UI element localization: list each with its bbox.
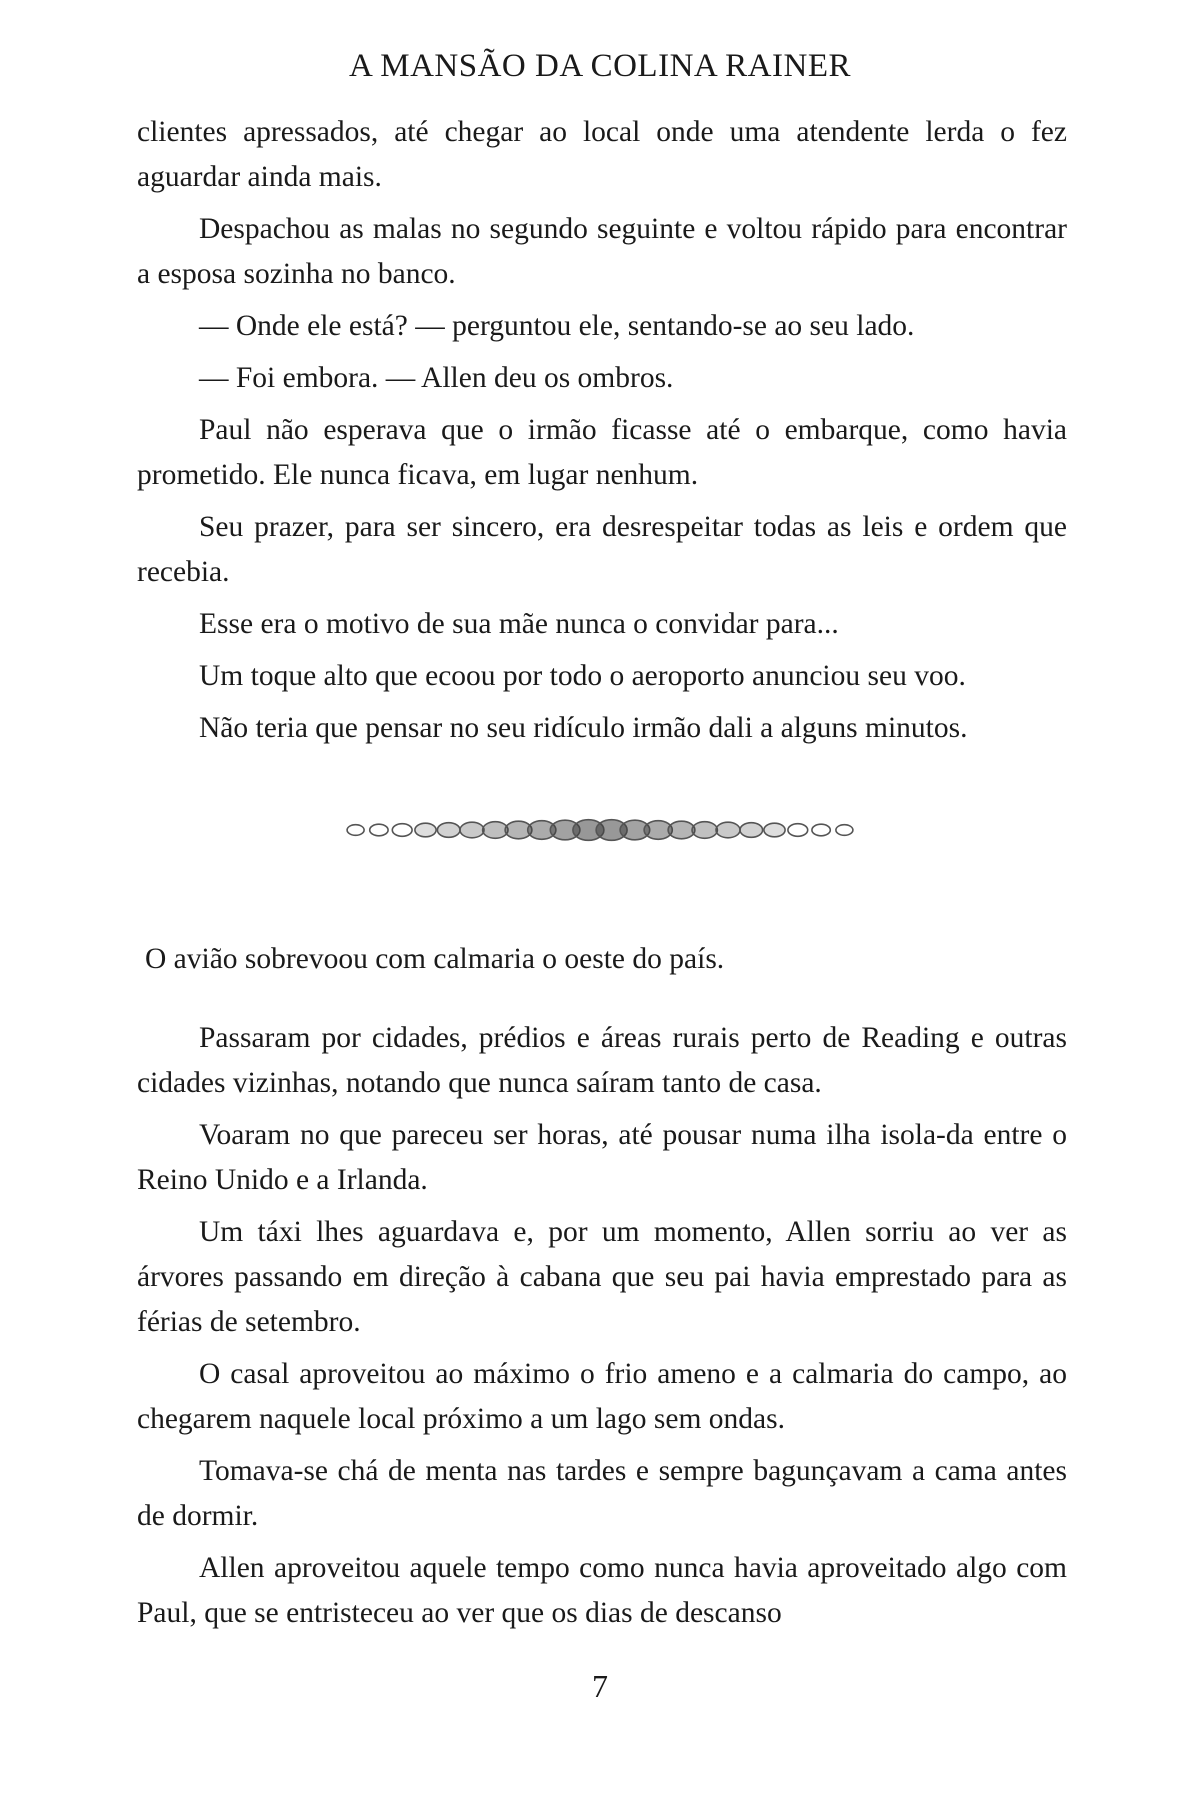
- paragraph: Não teria que pensar no seu ridículo irmão dali a alguns minutos.: [199, 712, 968, 744]
- chain-link: [836, 825, 853, 836]
- paragraph: Um toque alto que ecoou por todo o aeroporto anunciou seu voo.: [199, 660, 966, 692]
- chain-link: [740, 823, 763, 838]
- paragraph: Seu prazer, para ser sincero, era desrespeitar todas as leis e ordem que recebia.: [137, 511, 1067, 588]
- chain-link: [716, 822, 740, 838]
- paragraph: O casal aproveitou ao máximo o frio ameno e a calmaria do campo, ao chegarem naquele local próximo a um lago sem ondas.: [137, 1358, 1067, 1435]
- running-head-title: A MANSÃO DA COLINA RAINER: [348, 48, 852, 84]
- chain-link: [692, 822, 717, 839]
- text-block-before-break: [137, 110, 1067, 758]
- chain-link: [415, 823, 436, 837]
- chain-link: [392, 824, 412, 837]
- chain-link: [347, 825, 364, 836]
- paragraph: Esse era o motivo de sua mãe nunca o convidar para...: [199, 608, 839, 640]
- chain-link: [812, 824, 830, 836]
- chain-link: [437, 823, 460, 838]
- chain-ornament-icon: [344, 818, 856, 842]
- section-opening-line: O avião sobrevoou com calmaria o oeste do país.: [145, 943, 725, 975]
- paragraph: Paul não esperava que o irmão ficasse até o embarque, como havia prometido. Ele nunca ficava, em lugar nenhum.: [137, 414, 1067, 491]
- paragraph: Despachou as malas no segundo seguinte e voltou rápido para encontrar a esposa sozinha no banco.: [137, 213, 1067, 290]
- chain-link: [483, 822, 508, 839]
- text-block-after-break: [137, 1016, 1067, 1643]
- chain-link: [788, 824, 808, 837]
- chain-link: [668, 821, 695, 839]
- page-number: 7: [592, 1668, 608, 1704]
- paragraph: Tomava-se chá de menta nas tardes e sempre bagunçavam a cama antes de dormir.: [137, 1455, 1067, 1532]
- paragraph: Passaram por cidades, prédios e áreas rurais perto de Reading e outras cidades vizinhas, notando que nunca saíram tanto de casa.: [137, 1022, 1067, 1099]
- chain-link: [764, 823, 785, 837]
- paragraph: Um táxi lhes aguardava e, por um momento, Allen sorriu ao ver as árvores passando em direção à cabana que seu pai havia emprestado para as férias de setembro.: [137, 1216, 1067, 1338]
- paragraph-dialogue: — Onde ele está? — perguntou ele, sentando-se ao seu lado.: [199, 310, 915, 342]
- paragraph-dialogue: — Foi embora. — Allen deu os ombros.: [199, 362, 674, 394]
- paragraph: Voaram no que pareceu ser horas, até pousar numa ilha isola-da entre o Reino Unido e a Irlanda.: [137, 1119, 1067, 1196]
- paragraph-continuation: clientes apressados, até chegar ao local onde uma atendente lerda o fez aguardar ainda mais.: [137, 116, 1067, 193]
- chain-link: [370, 824, 388, 836]
- chain-link: [460, 822, 484, 838]
- paragraph: Allen aproveitou aquele tempo como nunca havia aproveitado algo com Paul, que se entristeceu ao ver que os dias de descanso: [137, 1552, 1067, 1629]
